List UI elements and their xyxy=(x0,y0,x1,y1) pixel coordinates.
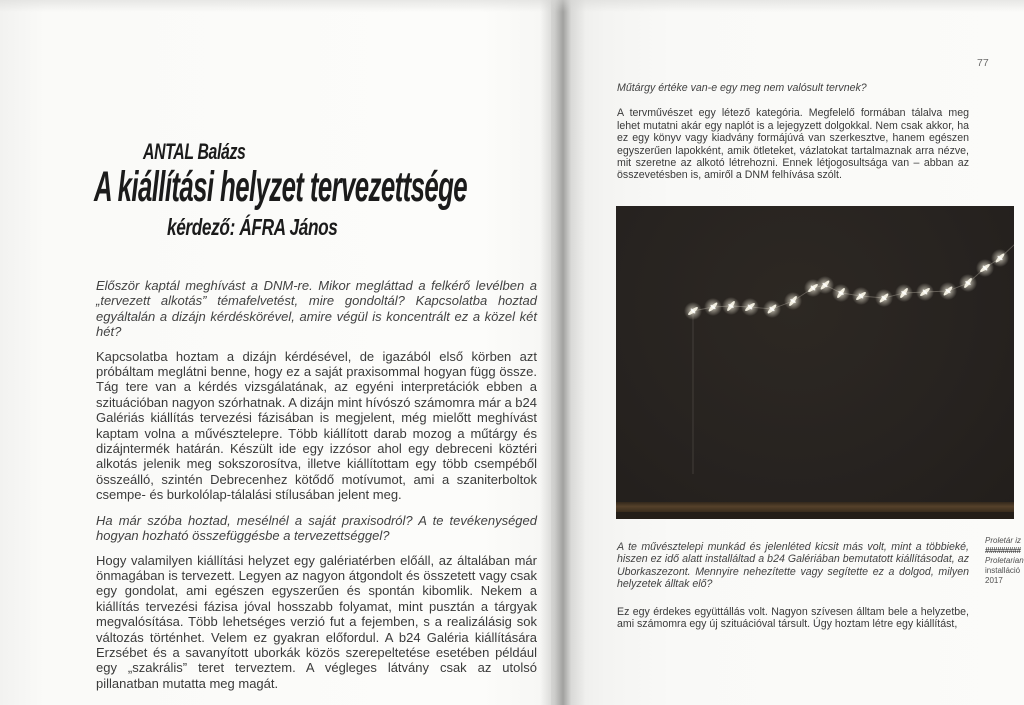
photo-floor-band xyxy=(616,502,1014,512)
interview-question: A te művésztelepi munkád és jelenléted kicsit más volt, mint a többieké, hiszen ez idő alatt installáltad a b24 Galériában bemutatott kiállításodat, az Uborkaszezont. Mennyire nehezítette vagy segítette ez a dolgod, milyen helyzetek álltak elő? xyxy=(617,541,969,591)
string-lights xyxy=(616,206,1014,519)
interview-answer: A tervművészet egy létező kategória. Megfelelő formában tálalva meg lehet mutatni akár egy naplót is a lejegyzett dolgokkal. Nem csak akkor, ha ez egy könyv vagy kiadvány formájúvá van szerkesztve, hanem egészen egyszerűen lapokként, amik ötleteket, vázlatokat tartalmaznak arra nézve, mit szeretne az alkotó létrehozni. Ennek létjogosultsága van – abban az összevetésben is, amiről a DNM felhívása szólt. xyxy=(617,107,969,182)
left-text-column xyxy=(96,278,537,701)
page-number: 77 xyxy=(977,57,989,69)
interview-answer: Ez egy érdekes együttállás volt. Nagyon szívesen álltam bele a helyzetbe, ami számomra egy új szituációval társult. Úgy hoztam létre egy kiállítást, xyxy=(617,605,969,631)
photo-floor-edge xyxy=(616,512,1014,519)
installation-photo xyxy=(616,206,1014,519)
caption-line: installáció xyxy=(985,566,1021,575)
interview-answer: Kapcsolatba hoztam a dizájn kérdésével, de igazából első körben azt próbáltam meglátni benne, hogy ez a saját praxisommal hogyan függ össze. Tág tere van a kérdés vizsgálatának, az egyéni interpretációk ebben a szituációban nagyon szórhatnak. A dizájn mint hívószó számomra már a b24 Galériás kiállítás tervezési fázisában is megjelent, még mielőtt meghívást kaptam volna a művésztelepre. Több kiállított darab mozog a műtárgy és dizájntermék határán. Készült ide egy izzósor ahol egy debreceni köztéri alkotás jelenik meg sokszorosítva, illetve kiállítottam egy több csempéből összeálló, szintén Debrecenhez kötődő motívumot, ami a szaniterboltok csempe- és burkolólap-tálalási stílusában jelent meg. xyxy=(96,348,537,503)
scan-edge-shadow xyxy=(0,0,1024,12)
right-text-column-bottom xyxy=(617,541,969,630)
photo-caption xyxy=(985,536,1024,586)
caption-line: Proletarian xyxy=(985,556,1024,565)
spine-gutter-shadow xyxy=(540,0,586,705)
interview-question: Ha már szóba hoztad, mesélnél a saját praxisodról? A te tevékenységed hogyan hozható összefüggésbe a tervezettséggel? xyxy=(96,512,537,544)
caption-line: 2017 xyxy=(985,576,1003,585)
caption-line: Proletár iz xyxy=(985,536,1022,545)
article-title: A kiállítási helyzet tervezettsége xyxy=(94,163,467,211)
interview-question: Műtárgy értéke van-e egy meg nem valósult tervnek? xyxy=(617,82,867,94)
article-author: ANTAL Balázs xyxy=(143,139,246,164)
interview-answer: Hogy valamilyen kiállítási helyzet egy galériatérben előáll, az általában már önmagában is tervezett. Legyen az nagyon átgondolt és összetett vagy csak egy gondolat, ami egészen egyszerűen és spontán kibomlik. Nekem a kiállítás tervezési fázisa jóval hosszabb folyamat, mint pusztán a tárgyak megvalósítása. Több lehetséges verzió fut a fejemben, s a realizálásig sok változás történhet. Velem ez gyakran előfordul. A b24 Galéria kiállítására Erzsébet és a savanyított uborkák közös szerepeltetése esetében például egy „szakrális” teret terveztem. A végleges látvány csak az utolsó pillanatban mutatta meg magát. xyxy=(96,552,537,691)
caption-line: ######### xyxy=(985,546,1021,555)
right-text-column-top xyxy=(617,82,969,182)
interview-question: Először kaptál meghívást a DNM-re. Mikor megláttad a felkérő levélben a „tervezett alkotás” témafelvetést, mire gondoltál? Kapcsolatba hoztad egyáltalán a dizájn kérdéskörével, amire végül is koncentrált ez a közel két hét? xyxy=(96,278,537,340)
article-interviewer: kérdező: ÁFRA János xyxy=(167,214,338,240)
